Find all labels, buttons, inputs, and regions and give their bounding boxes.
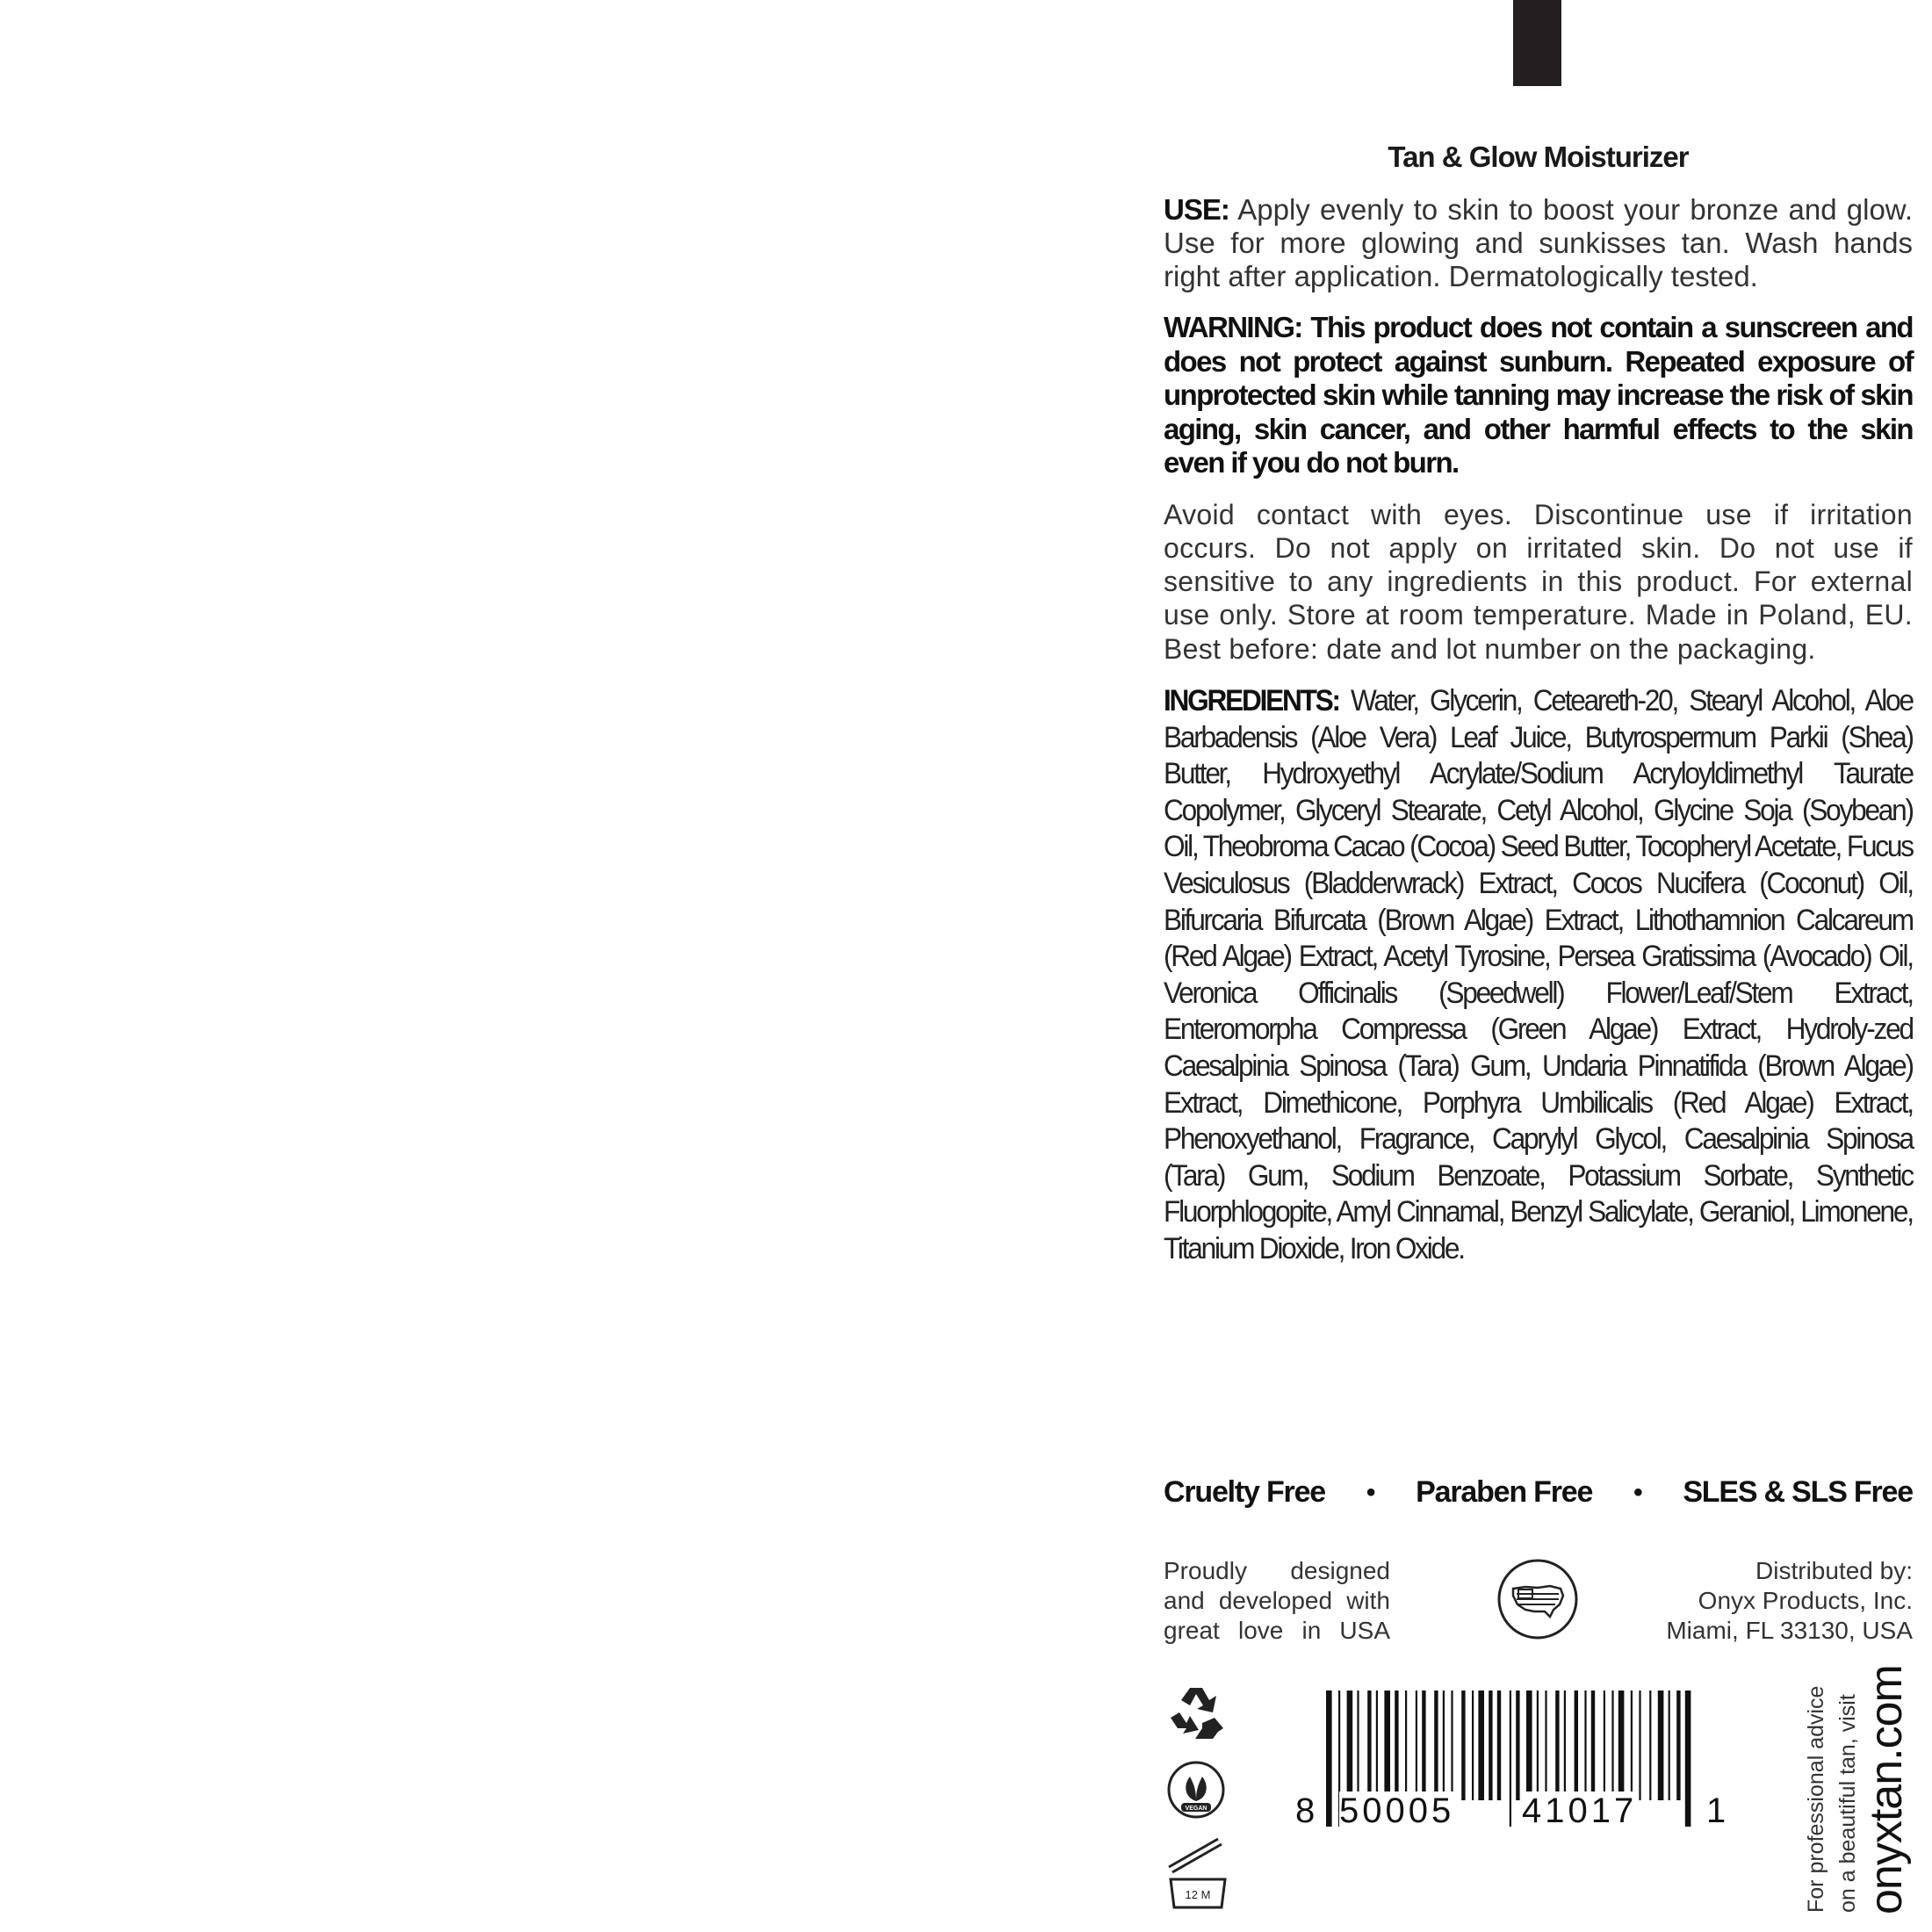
barcode-digit-group: 50005 [1339, 1791, 1455, 1830]
barcode-bar [1472, 1690, 1474, 1800]
distributor-line: Miami, FL 33130, USA [1666, 1617, 1913, 1644]
barcode-bar [1489, 1690, 1492, 1800]
barcode-bar [1526, 1690, 1532, 1800]
made-in-line: and developed with [1164, 1587, 1390, 1614]
distributor-line: Distributed by: [1755, 1557, 1913, 1584]
barcode-digits [1295, 1791, 1730, 1835]
label-text-column [1164, 132, 1913, 1267]
made-in-line: Proudly designed [1164, 1557, 1390, 1584]
advice-text [1800, 1686, 1864, 1913]
vegan-icon [1165, 1759, 1227, 1820]
claim-paraben-free: Paraben Free [1416, 1475, 1593, 1509]
product-title: Tan & Glow Moisturizer [1388, 141, 1689, 173]
barcode-bar [1537, 1690, 1539, 1800]
made-in-line: great love in USA [1164, 1617, 1390, 1644]
claim-sles-sls-free: SLES & SLS Free [1683, 1475, 1913, 1509]
barcode-bar [1367, 1690, 1371, 1800]
barcode-bar [1591, 1690, 1595, 1800]
barcode-bar [1584, 1690, 1586, 1800]
top-tab-bar [1513, 0, 1561, 86]
barcode-bar [1347, 1690, 1353, 1800]
barcode-bar [1669, 1690, 1670, 1800]
made-in-usa-text [1164, 1556, 1390, 1646]
barcode-bar [1658, 1690, 1664, 1800]
barcode-bar [1516, 1690, 1519, 1800]
barcode-bar [1611, 1690, 1613, 1800]
barcode-bar [1384, 1690, 1390, 1800]
use-label: USE: [1164, 193, 1229, 226]
claim-separator: • [1633, 1477, 1642, 1507]
barcode-bar [1618, 1690, 1625, 1800]
barcode-bar [1604, 1690, 1605, 1800]
vegan-icon-text: VEGAN [1185, 1806, 1208, 1812]
claim-cruelty-free: Cruelty Free [1164, 1475, 1326, 1509]
ingredients-text: Water, Glycerin, Ceteareth-20, Stearyl Alcohol, Aloe Barbadensis (Aloe Vera) Leaf Juice, Butyrospermum Parkii (Shea) Butter, Hydroxyethyl Acrylate/Sodium Acryloyldimethyl Taurate Copolymer, Glyceryl Stearate, Cetyl Alcohol, Glycine Soja (Soybean) Oil, Theobroma Cacao (Cocoa) Seed Butter, Tocopheryl Acetate, Fucus Vesiculosus (Bladderwrack) Extract, Cocos Nucifera (Coconut) Oil, Bifurcaria Bifurcata (Brown Algae) Extract, Lithothamnion Calcareum (Red Algae) Extract, Acetyl Tyrosine, Persea Gratissima (Avocado) Oil, Veronica Officinalis (Speedwell) Flower/Leaf/Stem Extract, Enteromorpha Compressa (Green Algae) Extract, Hydroly-zed Caesalpinia Spinosa (Tara) Gum, Undaria Pinnatifida (Brown Algae) Extract, Dimethicone, Porphyra Umbilicalis (Red Algae) Extract, Phenoxyethanol, Fragrance, Caprylyl Glycol, Caesalpinia Spinosa (Tara) Gum, Sodium Benzoate, Potassium Sorbate, Synthetic Fluorphlogopite, Amyl Cinnamal, Benzyl Salicylate, Geraniol, Limonene, Titanium Dioxide, Iron Oxide. [1164, 683, 1913, 1265]
barcode-digit-group: 41017 [1522, 1791, 1638, 1830]
pao-icon-text: 12 M [1185, 1888, 1211, 1901]
barcode-bar [1376, 1690, 1378, 1800]
barcode-bar [1395, 1690, 1398, 1800]
usa-seal-icon [1496, 1557, 1580, 1641]
barcode-bar [1545, 1690, 1546, 1800]
barcode-bar [1575, 1690, 1578, 1800]
barcode-bar [1631, 1690, 1633, 1800]
claims-row [1164, 1475, 1913, 1510]
barcode-bar [1497, 1690, 1501, 1800]
barcode-digit-group: 8 [1295, 1791, 1319, 1830]
distributor-text [1632, 1556, 1913, 1646]
recycle-icon [1164, 1683, 1229, 1744]
barcode-bar [1478, 1690, 1484, 1800]
barcode-bar [1451, 1690, 1453, 1800]
barcode-bar [1416, 1690, 1417, 1800]
barcode-bar [1405, 1690, 1407, 1800]
barcode-bar [1461, 1690, 1465, 1800]
use-text: Apply evenly to skin to boost your bronze and glow. Use for more glowing and sunkisses tan. Wash hands right after application. Dermatologically tested. [1164, 193, 1913, 292]
distributor-line: Onyx Products, Inc. [1698, 1587, 1913, 1614]
barcode-bar [1555, 1690, 1559, 1800]
barcode-bar [1443, 1690, 1445, 1800]
barcode-digit-group: 1 [1706, 1791, 1730, 1830]
advice-line: For professional advice [1804, 1685, 1828, 1913]
barcode-bar [1357, 1690, 1359, 1800]
barcode-bar [1639, 1690, 1640, 1800]
barcode-bar [1649, 1690, 1651, 1800]
advice-line: on a beautiful tan, visit [1835, 1694, 1860, 1913]
warning-paragraph: WARNING: This product does not contain a sunscreen and does not protect against sunburn. Repeated exposure of unprotected skin while tanning may increase the risk of skin aging, skin cancer, and other harmful effects to the skin even if you do not burn. [1164, 311, 1913, 479]
barcode-bar [1676, 1690, 1680, 1800]
barcode-bar [1564, 1690, 1566, 1800]
barcode-bar [1422, 1690, 1425, 1800]
website-link[interactable]: onyxtan.com [1861, 1665, 1912, 1914]
pao-12m-icon [1164, 1834, 1232, 1909]
barcode-bar [1434, 1690, 1438, 1800]
claim-separator: • [1366, 1477, 1375, 1507]
caution-paragraph: Avoid contact with eyes. Discontinue use if irritation occurs. Do not apply on irritated skin. Do not use if sensitive to any ingredients in this product. For external use only. Store at room temperature. Made in Poland, EU. Best before: date and lot number on the packaging. [1164, 498, 1913, 665]
ingredients-label: INGREDIENTS: [1164, 683, 1339, 717]
use-paragraph [1164, 193, 1913, 293]
ingredients-paragraph [1164, 683, 1913, 1268]
